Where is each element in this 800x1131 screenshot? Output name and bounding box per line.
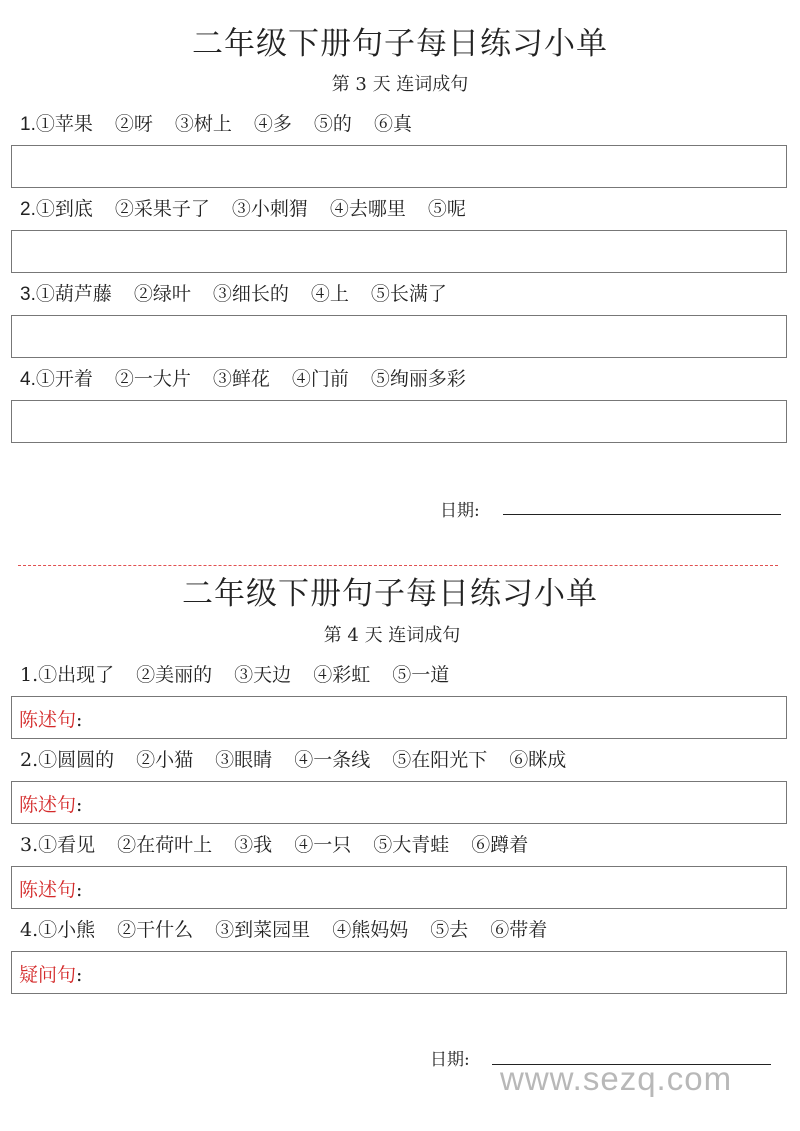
word-chip: ⑤呢	[427, 198, 466, 220]
question-row	[20, 747, 588, 773]
word-chip: ④一只	[294, 834, 352, 856]
word-chip: ①出现了	[38, 664, 115, 686]
word-chip: ③鲜花	[212, 368, 270, 390]
question-row	[20, 832, 550, 858]
word-chip: ③到菜园里	[215, 919, 311, 941]
question-number: 4.	[20, 369, 36, 390]
word-chip: ③天边	[234, 664, 292, 686]
question-row	[20, 111, 434, 137]
answer-colon: :	[76, 709, 83, 731]
word-chip: ①看见	[38, 834, 96, 856]
word-chip: ②小猫	[136, 749, 194, 771]
word-chip: ②干什么	[117, 919, 194, 941]
sheet1-date-label: 日期:	[440, 501, 480, 521]
answer-box[interactable]	[11, 145, 787, 188]
question-number: 1.	[20, 664, 39, 686]
question-number: 1.	[20, 114, 36, 135]
question-number: 4.	[20, 919, 39, 941]
word-chip: ①圆圆的	[38, 749, 115, 771]
cut-divider	[18, 565, 778, 566]
answer-label	[19, 960, 82, 987]
answer-colon: :	[76, 879, 83, 901]
question-row	[20, 662, 471, 688]
question-row	[20, 196, 488, 222]
word-chip: ⑤去	[430, 919, 469, 941]
word-chip: ②呀	[114, 113, 153, 135]
answer-box[interactable]	[11, 781, 787, 824]
word-chip: ⑤一道	[392, 664, 450, 686]
answer-box[interactable]	[11, 866, 787, 909]
answer-label	[19, 875, 82, 902]
answer-box[interactable]	[11, 315, 787, 358]
word-chip: ③我	[234, 834, 273, 856]
word-chip: ⑥真	[373, 113, 412, 135]
word-chip: ②美丽的	[136, 664, 213, 686]
word-chip: ②绿叶	[133, 283, 191, 305]
word-chip: ④熊妈妈	[332, 919, 409, 941]
word-chip: ⑥蹲着	[471, 834, 529, 856]
watermark: www.sezq.com	[500, 1060, 733, 1097]
word-chip: ④多	[253, 113, 292, 135]
sheet2-date-label: 日期:	[430, 1050, 470, 1070]
sheet1-title: 二年级下册句子每日练习小单	[192, 26, 608, 62]
question-row	[20, 917, 569, 943]
answer-colon: :	[76, 794, 83, 816]
question-row	[20, 281, 469, 307]
answer-label	[19, 790, 82, 817]
answer-label	[19, 705, 82, 732]
answer-box[interactable]	[11, 400, 787, 443]
question-number: 2.	[20, 749, 39, 771]
sheet2-title: 二年级下册句子每日练习小单	[182, 576, 598, 612]
question-number: 2.	[20, 199, 36, 220]
word-chip: ③细长的	[212, 283, 289, 305]
word-chip: ①苹果	[35, 113, 93, 135]
question-row	[20, 366, 488, 392]
answer-box[interactable]	[11, 230, 787, 273]
word-chip: ③眼睛	[215, 749, 273, 771]
word-chip: ④去哪里	[329, 198, 406, 220]
word-chip: ⑤长满了	[370, 283, 447, 305]
word-chip: ⑤的	[313, 113, 352, 135]
word-chip: ③树上	[174, 113, 232, 135]
word-chip: ⑥眯成	[509, 749, 567, 771]
word-chip: ①小熊	[38, 919, 96, 941]
word-chip: ⑤大青蛙	[373, 834, 450, 856]
word-chip: ⑤在阳光下	[392, 749, 488, 771]
word-chip: ①到底	[35, 198, 93, 220]
answer-colon: :	[76, 964, 83, 986]
word-chip: ②在荷叶上	[117, 834, 213, 856]
sheet2-subtitle: 第 4 天 连词成句	[323, 625, 461, 646]
question-number: 3.	[20, 284, 36, 305]
answer-type: 陈述句	[19, 794, 77, 816]
answer-type: 陈述句	[19, 879, 77, 901]
word-chip: ②采果子了	[114, 198, 210, 220]
question-number: 3.	[20, 834, 39, 856]
word-chip: ④门前	[291, 368, 349, 390]
word-chip: ⑥带着	[490, 919, 548, 941]
word-chip: ②一大片	[114, 368, 191, 390]
word-chip: ①葫芦藤	[35, 283, 112, 305]
word-chip: ④上	[310, 283, 349, 305]
word-chip: ⑤绚丽多彩	[370, 368, 466, 390]
sheet1-subtitle: 第 3 天 连词成句	[331, 74, 469, 95]
word-chip: ④彩虹	[313, 664, 371, 686]
sheet1-date-line[interactable]	[503, 514, 781, 515]
answer-type: 陈述句	[19, 709, 77, 731]
word-chip: ③小刺猬	[231, 198, 308, 220]
answer-type: 疑问句	[19, 964, 77, 986]
word-chip: ④一条线	[294, 749, 371, 771]
word-chip: ①开着	[35, 368, 93, 390]
answer-box[interactable]	[11, 696, 787, 739]
answer-box[interactable]	[11, 951, 787, 994]
